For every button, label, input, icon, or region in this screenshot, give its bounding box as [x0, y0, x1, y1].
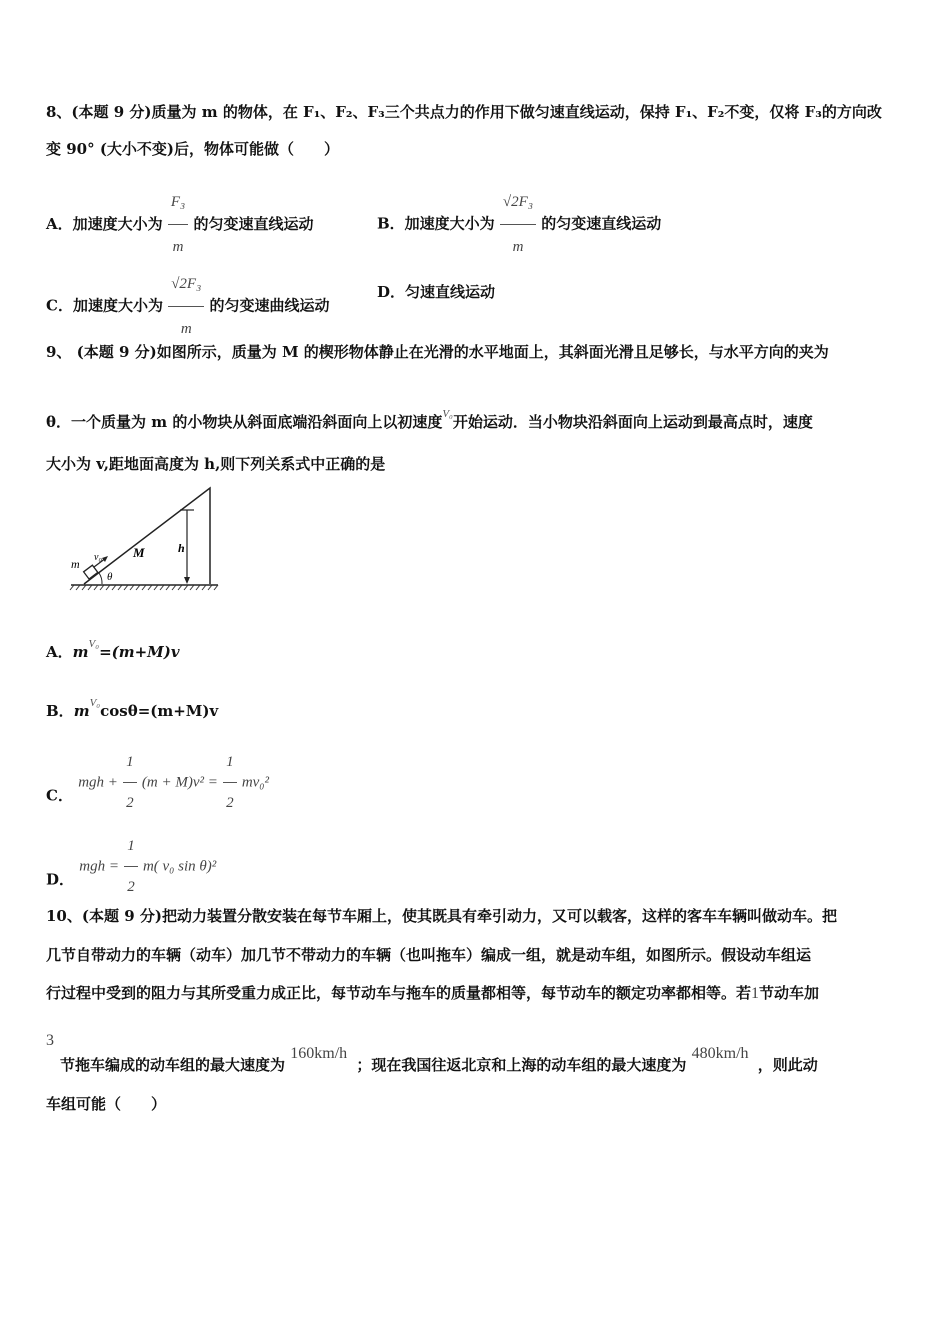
q9-optA-label: A．: [46, 643, 73, 661]
q10-num-3: 3: [46, 1032, 54, 1049]
small-block: [84, 565, 98, 579]
theta-arc: [99, 573, 102, 584]
q9-stem-line3: 大小为 v,距地面高度为 h,则下列关系式中正确的是: [46, 455, 386, 473]
q8-optA: [46, 194, 314, 255]
q10-num-3-line: [46, 1030, 54, 1051]
q9-optC-label: C．: [46, 786, 73, 805]
q9-optD-label: D．: [46, 870, 75, 889]
q8-optA-text: 的匀变速直线运动: [193, 214, 314, 233]
q10-stem-line5: 车组可能（ ）: [46, 1095, 167, 1113]
q9-optC-fraction2: [223, 742, 237, 823]
q10-stem-line3: [46, 983, 819, 1004]
q8-optA-denominator: m: [172, 239, 184, 255]
q9-optD-fraction: [124, 826, 138, 907]
q8-optB-label: B．加速度大小为: [377, 214, 495, 233]
q9-optB-v0: V₀: [89, 697, 101, 709]
q8-optA-label: A．加速度大小为: [46, 214, 163, 233]
q9-optA: [46, 634, 180, 662]
q9-stem-line2-a: θ．一个质量为 m 的小物块从斜面底端沿斜面向上以初速度: [46, 413, 443, 431]
q8-optD: D．匀速直线运动: [377, 283, 496, 301]
q8-optC-text: 的匀变速曲线运动: [209, 296, 330, 315]
q9-optC-expr3: mv₀²: [241, 774, 270, 791]
q9-stem-line1: 9、 (本题 9 分)如图所示，质量为 M 的楔形物体静止在光滑的水平地面上，其斜面光滑且足够长，与水平方向的夹为: [46, 343, 829, 361]
q10-line3-b: 节动车加: [759, 984, 820, 1002]
height-arrowhead: [184, 577, 190, 584]
q8-stem-line1: 8、(本题 9 分)质量为 m 的物体，在 F₁、F₂、F₃三个共点力的作用下做匀速直线运动，保持 F₁、F₂不变，仅将 F₃的方向改: [46, 103, 882, 121]
q9-optB: [46, 693, 218, 721]
q9-optC-fraction1: [123, 742, 137, 823]
q9-v0-symbol: V₀: [442, 408, 453, 420]
q9-optA-rest: =(m+M)v: [99, 643, 180, 661]
q9-optA-m: m: [72, 643, 89, 661]
q9-optC-frac1-den: 2: [126, 795, 134, 811]
q10-speed-160: 160km/h: [290, 1045, 348, 1062]
q10-line3-a: 行过程中受到的阻力与其所受重力成正比，每节动车与拖车的质量都相等，每节动车的额定功率都相等。若: [46, 984, 752, 1002]
q8-optB-denominator: m: [512, 239, 524, 255]
q9-optD-expr2: m( v₀ sin θ)²: [142, 858, 217, 875]
q9-optD-frac-num: 1: [127, 838, 135, 854]
q8-optC-numerator: √2F₃: [171, 276, 202, 292]
q10-line4-c: ，则此动: [757, 1056, 818, 1074]
q10-speed-480: 480km/h: [691, 1045, 749, 1062]
q9-optC-frac2-num: 1: [226, 754, 234, 770]
q8-options-ab: [46, 180, 314, 269]
v0-arrowhead: [102, 556, 108, 562]
label-m: m: [71, 557, 80, 571]
label-M: M: [133, 545, 145, 560]
wedge-outline: [84, 488, 210, 584]
q8-optC-label: C．加速度大小为: [46, 296, 163, 315]
q9-optD-frac-den: 2: [127, 879, 135, 895]
q10-line4-b: ；现在我国往返北京和上海的动车组的最大速度为: [356, 1056, 687, 1074]
q9-stem-line2: [46, 404, 813, 432]
q8-optB-text: 的匀变速直线运动: [541, 214, 662, 233]
q10-stem-line2: 几节自带动力的车辆（动车）加几节不带动力的车辆（也叫拖车）编成一组，就是动车组，如图所示。假设动车组运: [46, 946, 812, 964]
q9-optC-expr1: mgh +: [78, 774, 118, 791]
q10-stem-line4: [60, 1044, 818, 1075]
q9-stem-line2-b: 开始运动．当小物块沿斜面向上运动到最高点时，速度: [452, 413, 813, 431]
q8-optC: [46, 262, 330, 351]
q9-optA-v0: V₀: [88, 638, 100, 650]
q8-optB-fraction: [500, 180, 536, 269]
q9-optC-frac2-den: 2: [226, 795, 234, 811]
q10-stem-line1: 10、(本题 9 分)把动力装置分散安装在每节车厢上，使其既具有牵引动力，又可以载客，这样的客车车辆叫做动车。把: [46, 907, 837, 925]
q8-optA-numerator: F₃: [170, 194, 186, 210]
q8-stem-line2: 变 90° (大小不变)后，物体可能做（ ）: [46, 140, 340, 158]
label-theta: θ: [107, 571, 113, 583]
q9-optD: [46, 826, 216, 907]
q8-optA-fraction: [168, 180, 188, 269]
q9-optD-expr1: mgh =: [79, 858, 119, 875]
q9-optC-frac1-num: 1: [126, 754, 134, 770]
wedge-figure: [66, 484, 226, 594]
q8-optC-denominator: m: [180, 321, 192, 337]
q8-optB: [377, 180, 661, 269]
q9-optB-label: B．: [46, 702, 74, 720]
label-h: h: [178, 541, 185, 555]
q9-optC-expr2: (m + M)v² =: [141, 774, 218, 791]
q9-optC: [46, 742, 269, 823]
label-v0: v₀: [94, 552, 102, 563]
q8-optB-numerator: √2F₃: [502, 194, 534, 210]
q10-line4-a: 节拖车编成的动车组的最大速度为: [60, 1056, 286, 1074]
q10-num-1: 1: [751, 985, 760, 1002]
q9-optB-rest: cosθ=(m+M)v: [100, 702, 219, 720]
q8-optC-fraction: [168, 262, 204, 351]
q9-optB-m: m: [73, 702, 90, 720]
